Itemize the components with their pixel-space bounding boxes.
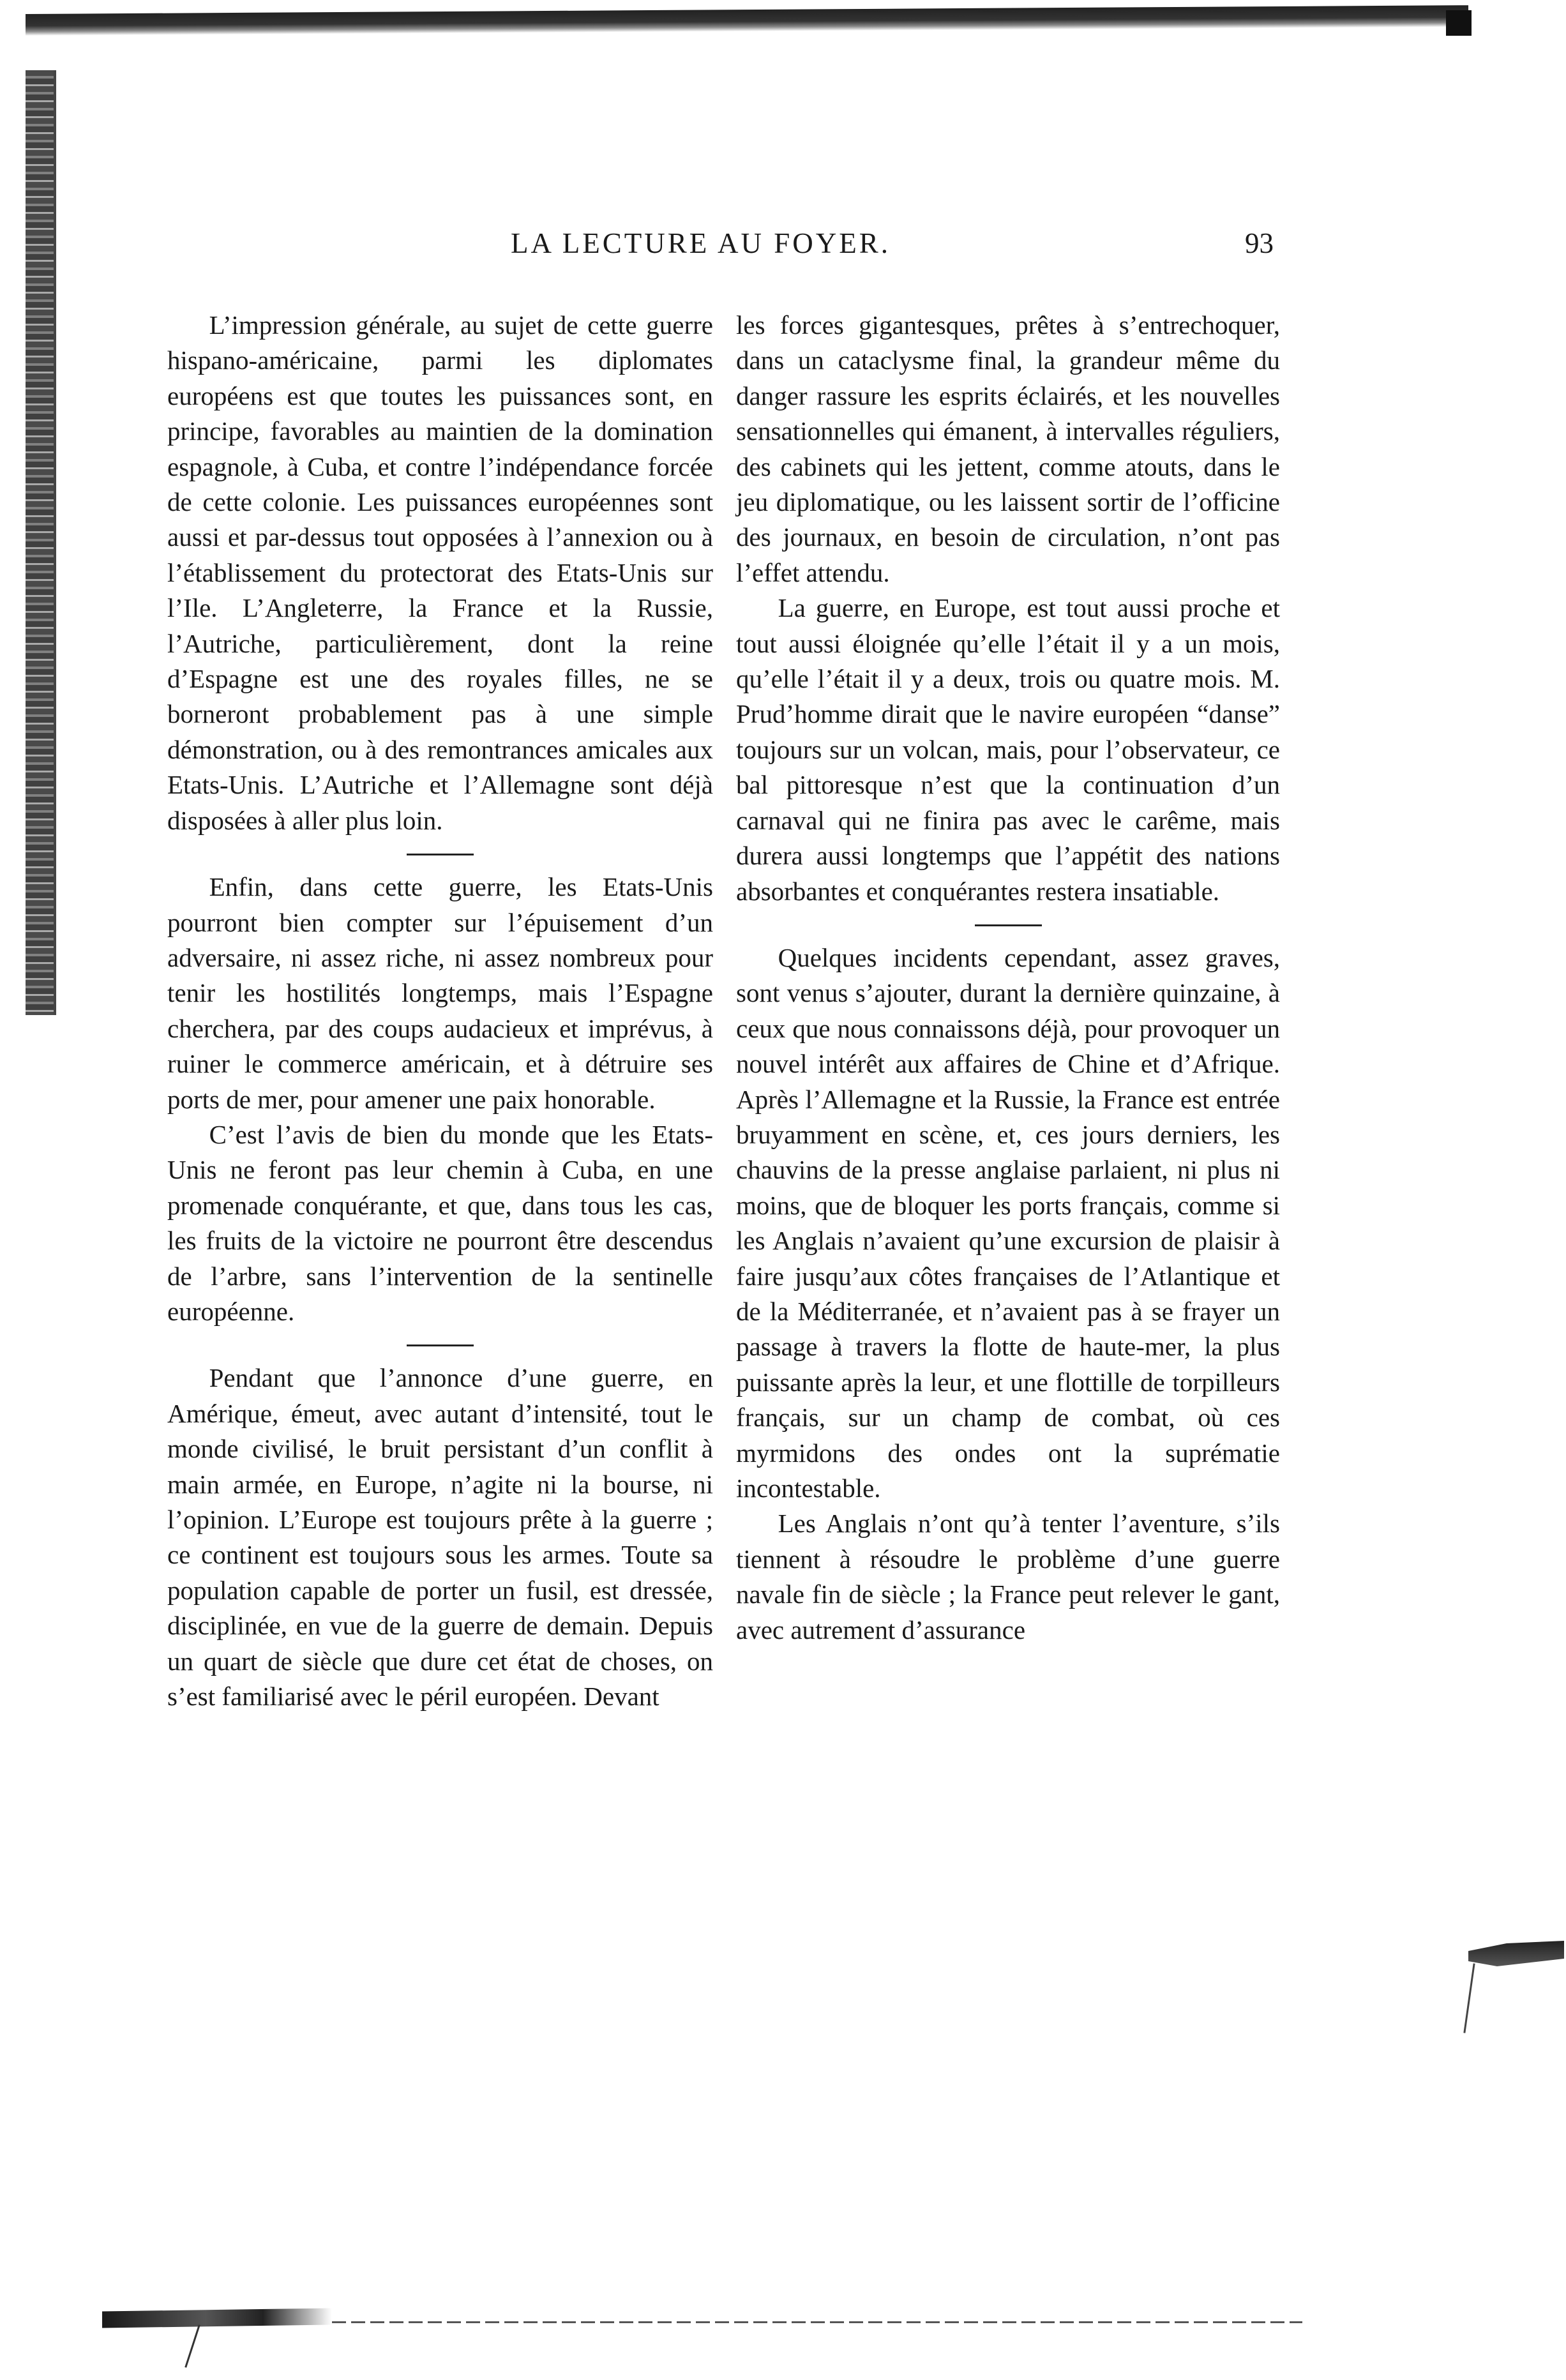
section-separator — [407, 1344, 474, 1346]
scan-mark-right — [1468, 1941, 1564, 1966]
section-separator — [975, 924, 1042, 926]
paragraph: C’est l’avis de bien du monde que les Etats-Unis ne feront pas leur chemin à Cuba, en une promenade conquérante, et que, dans tous les cas, les fruits de la victoire ne pourront être descendus de l’arbre, sans l’intervention de la sentinelle européenne. — [167, 1119, 713, 1326]
paragraph: Enfin, dans cette guerre, les Etats-Unis pourront bien compter sur l’épuisement d’un adversaire, ni assez riche, ni assez nombreux pour tenir les hostilités longtemps, mais l’Espagne cherchera, par des coups audacieux et imprévus, à ruiner le commerce américain, et à détruire ses ports de mer, pour amener une paix honorable. — [167, 872, 713, 1114]
scan-edge-left — [26, 70, 54, 1015]
paragraph: Quelques incidents cependant, assez graves, sont venus s’ajouter, durant la dernière quinzaine, à ceux que nous connaissons déjà, pour provoquer un nouvel intérêt aux affaires de Chine et d’Afrique. Après l’Allemagne et la Russie, la France est entrée bruyamment en scène, et, ces jours derniers, les chauvins de la presse anglaise parlaient, ni plus ni moins, que de bloquer les ports français, comme si les Anglais n’avaient qu’une excursion de plaisir à faire jusqu’aux côtes françaises de l’Atlantique et de la Méditerranée, et n’avaient pas à se frayer un passage à travers la flotte de haute-mer, la plus puissante après la leur, et une flottille de torpilleurs français, sur un champ de combat, où ces myrmidons des ondes ont la suprématie incontestable. — [736, 942, 1280, 1503]
scan-edge-bottom-line — [332, 2321, 1302, 2323]
scan-edge-corner — [1446, 10, 1472, 36]
left-column — [167, 308, 713, 1714]
paragraph: les forces gigantesques, prêtes à s’entrechoquer, dans un cataclysme final, la grandeur même du danger rassure les esprits éclairés, et les nouvelles sensationnelles qui émanent, à intervalles réguliers, des cabinets qui les jettent, comme atouts, dans le jeu diplomatique, ou les laissent sortir de l’officine des journaux, en besoin de circulation, n’ont pas l’effet attendu. — [736, 310, 1280, 587]
running-title: LA LECTURE AU FOYER. — [511, 227, 891, 259]
scan-edge-top — [26, 5, 1468, 36]
section-separator — [407, 854, 474, 855]
scan-mark-right-line — [1463, 1963, 1475, 2033]
paragraph: La guerre, en Europe, est tout aussi proche et tout aussi éloignée qu’elle l’était il y a un mois, qu’elle l’était il y a deux, trois ou quatre mois. M. Prud’homme dirait que le navire européen “danse” toujours sur un volcan, mais, pour l’observateur, ce bal pittoresque n’est que la continuation d’un carnaval qui ne finira pas avec le carême, mais durera aussi longtemps que l’appétit des nations absorbantes et conquérantes restera insatiable. — [736, 593, 1280, 906]
page-number: 93 — [1245, 227, 1274, 259]
right-column — [736, 308, 1280, 1648]
scan-mark-bottom — [184, 2324, 200, 2368]
scan-edge-left-line — [54, 70, 56, 1015]
paragraph: Les Anglais n’ont qu’à tenter l’aventure, s’ils tiennent à résoudre le problème d’une guerre navale fin de siècle ; la France peut relever le gant, avec autrement d’assurance — [736, 1509, 1280, 1645]
paragraph: Pendant que l’annonce d’une guerre, en Amérique, émeut, avec autant d’intensité, tout le monde civilisé, le bruit persistant d’un conflit à main armée, en Europe, n’agite ni la bourse, ni l’opinion. L’Europe est toujours prête à la guerre ; ce continent est toujours sous les armes. Toute sa population capable de porter un fusil, est dressée, disciplinée, en vue de la guerre de demain. Depuis un quart de siècle que dure cet état de choses, on s’est familiarisé avec le péril européen. Devant — [167, 1363, 713, 1712]
paragraph: L’impression générale, au sujet de cette guerre hispano-américaine, parmi les diplomates européens est que toutes les puissances sont, en principe, favorables au maintien de la domination espagnole, à Cuba, et contre l’indépendance forcée de cette colonie. Les puissances européennes sont aussi et par-dessus tout opposées à l’annexion ou à l’établissement du protectorat des Etats-Unis sur l’Ile. L’Angleterre, la France et la Russie, l’Autriche, particulièrement, dont la reine d’Espagne est une des royales filles, ne se borneront probablement pas à une simple démonstration, ou à des remontrances amicales aux Etats-Unis. L’Autriche et l’Allemagne sont déjà disposées à aller plus loin. — [167, 310, 713, 835]
scan-edge-bottom — [102, 2308, 332, 2328]
